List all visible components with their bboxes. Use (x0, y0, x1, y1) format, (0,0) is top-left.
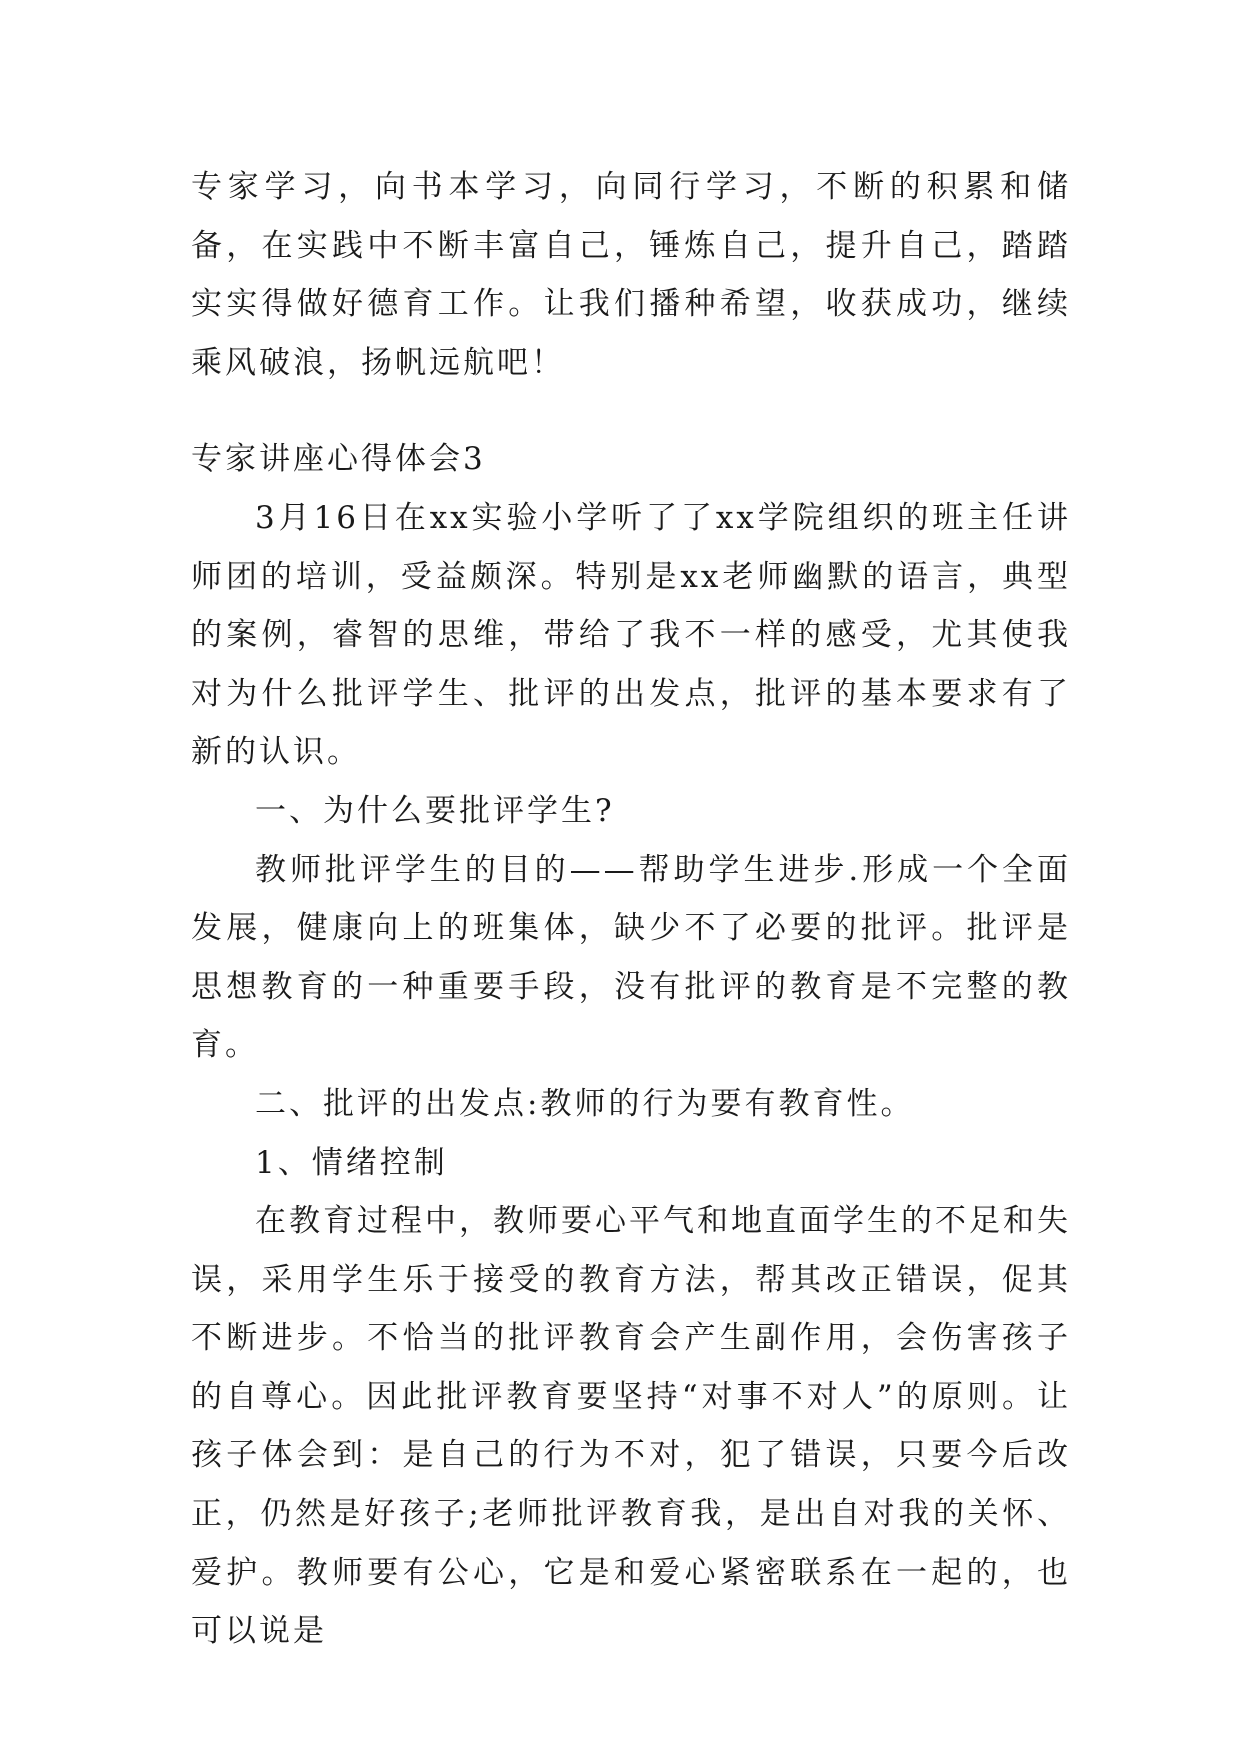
subheading-emotion-control: 1、情绪控制 (255, 1144, 448, 1181)
paragraph-gap (191, 392, 1071, 430)
document-body (191, 158, 1071, 1661)
paragraph-criticism-purpose: 教师批评学生的目的——帮助学生进步.形成一个全面发展，健康向上的班集体，缺少不了必要的批评。批评是思想教育的一种重要手段，没有批评的教育是不完整的教育。 (191, 851, 1071, 1064)
paragraph-training-intro: 3月16日在xx实验小学听了了xx学院组织的班主任讲师团的培训，受益颇深。特别是xx老师幽默的语言，典型的案例，睿智的思维，带给了我不一样的感受，尤其使我对为什么批评学生、批评的出发点，批评的基本要求有了新的认识。 (191, 499, 1071, 771)
intro-paragraph: 专家学习，向书本学习，向同行学习，不断的积累和储备，在实践中不断丰富自己，锤炼自己，提升自己，踏踏实实得做好德育工作。让我们播种希望，收获成功，继续乘风破浪，扬帆远航吧！ (191, 169, 1071, 381)
section-title: 专家讲座心得体会3 (191, 441, 486, 478)
subheading-starting-point: 二、批评的出发点:教师的行为要有教育性。 (255, 1085, 915, 1122)
paragraph-education-process: 在教育过程中，教师要心平气和地直面学生的不足和失误，采用学生乐于接受的教育方法，帮其改正错误，促其不断进步。不恰当的批评教育会产生副作用，会伤害孩子的自尊心。因此批评教育要坚持“对事不对人”的原则。让孩子体会到：是自己的行为不对，犯了错误，只要今后改正，仍然是好孩子;老师批评教育我，是出自对我的关怀、爱护。教师要有公心，它是和爱心紧密联系在一起的，也可以说是 (191, 1203, 1071, 1650)
subheading-why-criticize: 一、为什么要批评学生? (255, 792, 615, 829)
